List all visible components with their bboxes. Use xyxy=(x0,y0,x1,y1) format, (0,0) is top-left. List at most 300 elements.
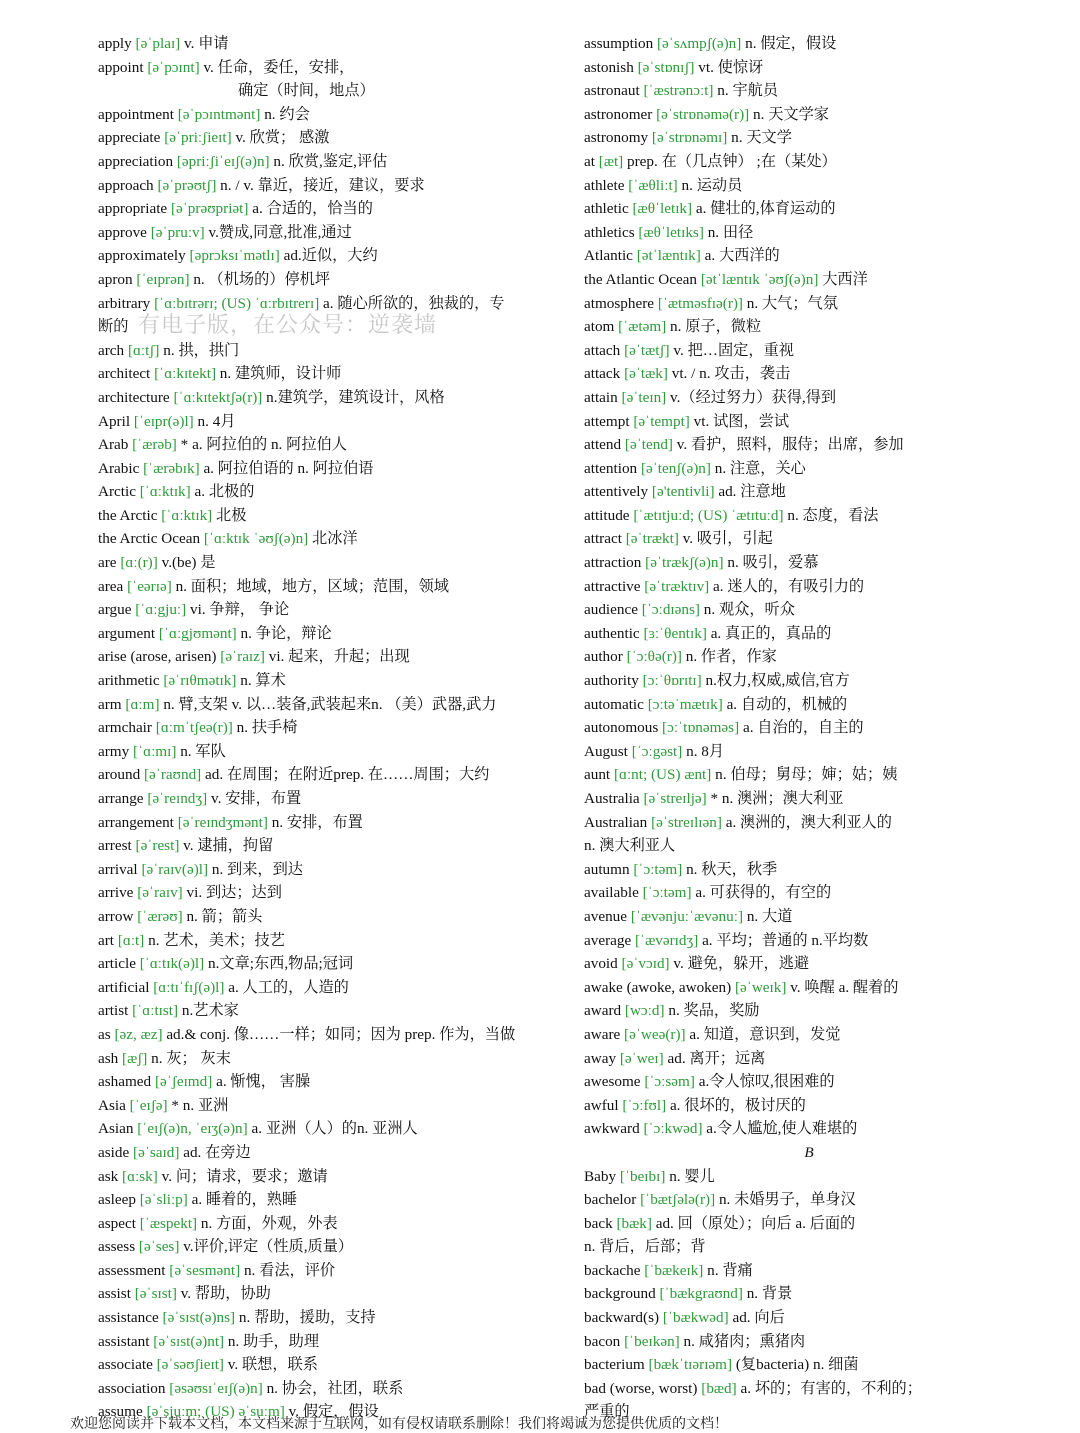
definition: v. 安排，布置 xyxy=(211,790,302,807)
definition: n. 4月 xyxy=(197,412,236,430)
definition: a. 阿拉伯语的 n. 阿拉伯语 xyxy=(203,459,374,477)
headword: assumption xyxy=(584,35,654,52)
definition: n. 大气；气氛 xyxy=(746,294,838,312)
headword: army xyxy=(98,742,130,760)
phonetic: [ˈɑːbɪtrərɪ; (US) ˈɑːrbɪtrerɪ] xyxy=(154,294,320,312)
definition: v. 欣赏； 感激 xyxy=(235,129,330,147)
word-entry xyxy=(98,268,568,292)
headword: appointment xyxy=(98,105,174,123)
phonetic: [əˈses] xyxy=(138,1238,180,1256)
phonetic: [əˈraɪv(ə)l] xyxy=(141,860,209,878)
word-entry xyxy=(584,905,1064,929)
word-entry xyxy=(98,1259,568,1283)
phonetic: [æθˈletɪk] xyxy=(632,200,693,218)
phonetic: [ˈbeɪkən] xyxy=(624,1332,680,1350)
headword: ash xyxy=(98,1049,119,1067)
definition: a. 人工的，人造的 xyxy=(228,978,349,996)
headword: avenue xyxy=(584,907,628,925)
headword: apron xyxy=(98,270,133,288)
word-entry xyxy=(584,457,1064,481)
headword: Arabic xyxy=(98,459,140,477)
word-entry xyxy=(584,763,1064,787)
headword: assume xyxy=(98,1403,143,1421)
headword: attain xyxy=(584,388,618,406)
headword: author xyxy=(584,648,623,666)
phonetic: [əˈraɪz] xyxy=(220,648,265,666)
word-entry xyxy=(584,315,1064,339)
word-entry xyxy=(98,811,568,835)
watermark-text: 有电子版，在公众号：逆袭墙 xyxy=(138,313,438,338)
headword: arch xyxy=(98,341,125,359)
definition: v. 任命，委任，安排， xyxy=(203,58,355,76)
word-entry xyxy=(584,598,1064,622)
headword: argument xyxy=(98,624,156,642)
word-entry xyxy=(98,716,568,740)
word-entry xyxy=(584,1117,1064,1141)
definition: n. 灰； 灰末 xyxy=(151,1049,231,1067)
definition: n.文章;东西,物品;冠词 xyxy=(208,955,354,973)
definition: a. 知道，意识到，发觉 xyxy=(689,1025,841,1043)
word-entry xyxy=(584,1070,1064,1094)
word-entry xyxy=(98,433,568,457)
word-entry xyxy=(584,292,1064,316)
definition: n. 运动员 xyxy=(681,176,743,194)
definition: v. 联想，联系 xyxy=(227,1356,318,1374)
definition: n. 扶手椅 xyxy=(236,719,298,737)
headword: association xyxy=(98,1379,166,1397)
definition: vt. / n. 攻击，袭击 xyxy=(671,365,791,383)
headword: atmosphere xyxy=(584,294,655,312)
definition: a. 北极的 xyxy=(194,483,255,501)
phonetic: [əˈtend] xyxy=(624,436,673,454)
phonetic: [ətˈlæntɪk] xyxy=(636,247,701,265)
word-entry xyxy=(584,1212,1064,1236)
headword: article xyxy=(98,955,136,973)
phonetic: [ˈɑːtɪst] xyxy=(132,1002,179,1020)
phonetic: [ˈeɪpr(ə)l] xyxy=(133,412,194,430)
definition: n. 作者，作家 xyxy=(685,648,777,666)
phonetic: [ˈɑːktɪk] xyxy=(161,506,213,524)
headword: attention xyxy=(584,459,638,477)
phonetic: [ˈbækeɪk] xyxy=(644,1261,704,1279)
headword: bachelor xyxy=(584,1191,637,1209)
word-entry xyxy=(584,410,1064,434)
headword: average xyxy=(584,931,632,949)
headword: bad (worse, worst) xyxy=(584,1379,698,1397)
headword: assistant xyxy=(98,1332,150,1350)
definition: n. 建筑师，设计师 xyxy=(219,365,342,383)
headword: Asian xyxy=(98,1120,134,1138)
word-entry xyxy=(584,1094,1064,1118)
phonetic: [əsəʊsɪˈeɪʃ(ə)n] xyxy=(169,1379,263,1397)
headword: arrow xyxy=(98,907,134,925)
phonetic: [ˈætməsfɪə(r)] xyxy=(657,294,743,312)
word-entry xyxy=(98,952,568,976)
headword: bacterium xyxy=(584,1356,645,1374)
headword: assess xyxy=(98,1238,136,1256)
phonetic: [ˈɑːgjʊmənt] xyxy=(158,624,237,642)
headword: arrive xyxy=(98,884,134,902)
phonetic: [əˈpɔɪnt] xyxy=(147,58,200,76)
definition: v.(be) 是 xyxy=(161,554,216,572)
word-entry xyxy=(584,929,1064,953)
phonetic: [ˈeɪprən] xyxy=(136,270,190,288)
word-entry xyxy=(98,551,568,575)
headword: awesome xyxy=(584,1073,641,1091)
definition: v. 吸引，引起 xyxy=(682,530,773,548)
headword: arithmetic xyxy=(98,672,160,690)
definition: v. 避免，躲开，逃避 xyxy=(673,955,810,973)
definition: v. 申请 xyxy=(184,35,229,52)
word-entry xyxy=(98,622,568,646)
headword: arrangement xyxy=(98,813,174,831)
phonetic: [ˈætɪtjuːd; (US) ˈætɪtuːd] xyxy=(633,506,784,524)
headword: aside xyxy=(98,1143,130,1161)
phonetic: [ˈɔːkwəd] xyxy=(643,1120,703,1138)
definition: n. 8月 xyxy=(686,742,725,760)
phonetic: [əˈvɔɪd] xyxy=(621,955,670,973)
word-entry xyxy=(98,197,568,221)
headword: astonish xyxy=(584,58,634,76)
phonetic: [əˈrɪθmətɪk] xyxy=(163,672,237,690)
phonetic: [bækˈtɪərɪəm] xyxy=(648,1356,733,1374)
phonetic: [ˈɔːfʊl] xyxy=(622,1096,667,1114)
definition: ad.近似，大约 xyxy=(283,247,378,265)
word-entry xyxy=(98,763,568,787)
headword: attentively xyxy=(584,483,649,501)
definition: n. 婴儿 xyxy=(669,1167,715,1185)
headword: autumn xyxy=(584,860,630,878)
definition: n. 假定，假设 xyxy=(745,35,837,52)
definition: n. 约会 xyxy=(264,105,310,123)
word-entry xyxy=(584,79,1064,103)
headword: attract xyxy=(584,530,622,548)
headword: appoint xyxy=(98,58,144,76)
phonetic: [wɔːd] xyxy=(624,1002,665,1020)
headword: approximately xyxy=(98,247,186,265)
word-entry xyxy=(98,221,568,245)
word-entry xyxy=(584,1353,1064,1377)
definition: a. 惭愧， 害臊 xyxy=(216,1073,311,1091)
phonetic: [əˈtræktɪv] xyxy=(644,577,710,595)
left-column xyxy=(98,32,568,1424)
right-column xyxy=(584,32,1064,1424)
headword: Asia xyxy=(98,1096,126,1114)
phonetic: [bæk] xyxy=(616,1214,652,1232)
definition: n. 箭；箭头 xyxy=(186,907,263,925)
word-entry xyxy=(98,693,568,717)
headword: appreciation xyxy=(98,152,174,170)
headword: automatic xyxy=(584,695,644,713)
definition: 确定（时间，地点） xyxy=(238,82,375,100)
phonetic: [əˈprəʊpriət] xyxy=(170,200,249,218)
definition: n. 伯母；舅母；婶；姑；姨 xyxy=(715,766,898,784)
headword: 断的 xyxy=(98,318,129,336)
headword: artist xyxy=(98,1002,129,1020)
phonetic: [ɔːˈθɒrɪtɪ] xyxy=(642,672,702,690)
definition: a. 亚洲（人）的n. 亚洲人 xyxy=(251,1120,418,1138)
headword: aspect xyxy=(98,1214,136,1232)
phonetic: [ɑː(r)] xyxy=(120,554,158,572)
phonetic: [æʃ] xyxy=(122,1049,148,1067)
phonetic: [əˈplaɪ] xyxy=(135,35,181,52)
headword: ashamed xyxy=(98,1073,152,1091)
phonetic: [əˈsɪst(ə)ns] xyxy=(162,1309,236,1327)
word-entry xyxy=(98,1047,568,1071)
headword: artificial xyxy=(98,978,150,996)
word-entry xyxy=(584,1306,1064,1330)
phonetic: [ˈɑːktɪk] xyxy=(139,483,191,501)
word-entry xyxy=(98,1117,568,1141)
word-entry xyxy=(98,126,568,150)
phonetic: [ˈɑːmɪ] xyxy=(133,742,177,760)
word-entry xyxy=(98,787,568,811)
headword: arrival xyxy=(98,860,138,878)
word-entry xyxy=(98,457,568,481)
headword: arrange xyxy=(98,790,144,807)
phonetic: [əˈweɪ] xyxy=(619,1049,664,1067)
definition: n. 田径 xyxy=(707,223,754,241)
word-entry xyxy=(584,811,1064,835)
definition: n. 军队 xyxy=(180,742,226,760)
word-entry xyxy=(98,527,568,551)
word-entry xyxy=(584,787,1064,811)
phonetic: [əˈsəʊʃieɪt] xyxy=(156,1356,224,1374)
word-entry xyxy=(584,999,1064,1023)
phonetic: [əˈstreɪljə] xyxy=(643,790,707,807)
definition: a. 坏的；有害的，不利的； xyxy=(740,1379,922,1397)
phonetic: [əˈsɪst] xyxy=(134,1285,177,1303)
word-entry xyxy=(584,56,1064,80)
phonetic: [əˈpɔɪntmənt] xyxy=(177,105,261,123)
phonetic: [əˈsjuːm; (US) əˈsuːm] xyxy=(146,1403,285,1421)
word-entry xyxy=(584,126,1064,150)
word-entry xyxy=(584,693,1064,717)
phonetic: [ˈɑːtɪk(ə)l] xyxy=(139,955,205,973)
definition: n. 拱，拱门 xyxy=(163,341,240,359)
headword: bacon xyxy=(584,1332,621,1350)
word-entry xyxy=(584,386,1064,410)
definition: v. 把…固定，重视 xyxy=(673,341,794,359)
word-entry xyxy=(584,740,1064,764)
word-entry xyxy=(98,1094,568,1118)
headword: Atlantic xyxy=(584,247,633,265)
definition: a. 自治的，自主的 xyxy=(742,719,864,737)
phonetic: [əˈreɪndʒmənt] xyxy=(177,813,268,831)
definition: n. 天文学 xyxy=(731,129,792,147)
definition: n.艺术家 xyxy=(181,1002,239,1020)
word-entry xyxy=(584,1165,1064,1189)
word-entry xyxy=(98,1141,568,1165)
phonetic: [ˈɔːtəm] xyxy=(633,860,683,878)
headword: autonomous xyxy=(584,719,659,737)
headword: aware xyxy=(584,1025,621,1043)
phonetic: [əˈsliːp] xyxy=(139,1191,188,1209)
phonetic: [əˈraʊnd] xyxy=(143,766,202,784)
phonetic: [əˈtrækʃ(ə)n] xyxy=(645,554,724,572)
word-entry xyxy=(98,103,568,127)
word-entry xyxy=(584,1282,1064,1306)
word-entry xyxy=(98,905,568,929)
phonetic: [əˈsaɪd] xyxy=(133,1143,180,1161)
definition: n. 注意，关心 xyxy=(714,459,806,477)
phonetic: [ˈærəʊ] xyxy=(137,907,183,925)
word-entry xyxy=(584,1047,1064,1071)
headword: audience xyxy=(584,601,638,619)
word-entry xyxy=(584,976,1064,1000)
word-entry xyxy=(98,1023,568,1047)
word-entry xyxy=(98,244,568,268)
phonetic: [ˈævərɪdʒ] xyxy=(635,931,699,949)
phonetic: [ˈæθliːt] xyxy=(628,176,678,194)
word-entry xyxy=(584,1188,1064,1212)
headword: background xyxy=(584,1285,656,1303)
headword: assessment xyxy=(98,1261,166,1279)
phonetic: [ˈbækgraʊnd] xyxy=(659,1285,743,1303)
phonetic: [ˈbækwəd] xyxy=(662,1309,729,1327)
word-entry xyxy=(98,56,568,80)
phonetic: [ə'tentivli] xyxy=(651,483,715,501)
phonetic: [əˈstɒnɪʃ] xyxy=(637,58,695,76)
definition: n. / v. 靠近，接近，建议，要求 xyxy=(220,176,425,194)
word-entry xyxy=(584,150,1064,174)
word-entry xyxy=(98,929,568,953)
phonetic: [ˈæstrənɔːt] xyxy=(643,82,714,100)
headword: 严重的 xyxy=(584,1403,630,1421)
word-entry xyxy=(98,79,568,103)
headword: at xyxy=(584,152,595,170)
phonetic: [ˈɔːθə(r)] xyxy=(626,648,682,666)
phonetic: [ɑːm] xyxy=(125,695,160,713)
definition: a. 很坏的，极讨厌的 xyxy=(669,1096,806,1114)
headword: aunt xyxy=(584,766,611,784)
headword: apply xyxy=(98,35,132,52)
phonetic: [ətˈlæntɪk ˈəʊʃ(ə)n] xyxy=(700,270,819,288)
phonetic: [ˈeɪʃə] xyxy=(129,1096,168,1114)
definition: ad. 向后 xyxy=(732,1309,785,1327)
word-entry xyxy=(584,622,1064,646)
word-entry xyxy=(584,1235,1064,1259)
definition: * a. 阿拉伯的 n. 阿拉伯人 xyxy=(180,436,347,454)
word-entry xyxy=(584,504,1064,528)
phonetic: [ɑːnt; (US) ænt] xyxy=(613,766,712,784)
word-entry xyxy=(584,480,1064,504)
headword: attractive xyxy=(584,577,641,595)
definition: n. 帮助，援助，支持 xyxy=(238,1309,376,1327)
word-entry xyxy=(584,645,1064,669)
definition: a. 迷人的，有吸引力的 xyxy=(713,577,865,595)
phonetic: [əˈʃeɪmd] xyxy=(154,1073,213,1091)
word-entry xyxy=(98,504,568,528)
word-entry xyxy=(98,339,568,363)
headword: Arctic xyxy=(98,483,136,501)
phonetic: [ˈɑːkɪtekt] xyxy=(154,365,216,383)
headword: assistance xyxy=(98,1309,159,1327)
word-entry xyxy=(98,740,568,764)
headword: athlete xyxy=(584,176,625,194)
headword: Arab xyxy=(98,436,129,454)
phonetic: [əˈweə(r)] xyxy=(624,1025,686,1043)
definition: a. 合适的，恰当的 xyxy=(252,200,373,218)
phonetic: [əˈpriːʃieɪt] xyxy=(164,129,232,147)
headword: awkward xyxy=(584,1120,640,1138)
word-entry xyxy=(98,999,568,1023)
headword: argue xyxy=(98,601,132,619)
word-entry xyxy=(584,1330,1064,1354)
definition: a.令人尴尬,使人难堪的 xyxy=(706,1120,858,1138)
word-entry xyxy=(98,1330,568,1354)
definition: n. 方面，外观，外表 xyxy=(200,1214,338,1232)
definition: ad. 在旁边 xyxy=(183,1143,251,1161)
headword: authentic xyxy=(584,624,640,642)
phonetic: [əˈtenʃ(ə)n] xyxy=(640,459,711,477)
definition: a. 平均；普通的 n.平均数 xyxy=(702,931,869,949)
headword: appropriate xyxy=(98,200,168,218)
headword: astronomy xyxy=(584,129,649,147)
phonetic: [ɑːmˈtʃeə(r)] xyxy=(155,719,233,737)
definition: n. 算术 xyxy=(240,672,286,690)
definition: * n. 亚洲 xyxy=(171,1096,229,1114)
definition: 北冰洋 xyxy=(312,530,358,548)
definition: v. 问；请求，要求；邀请 xyxy=(161,1167,328,1185)
phonetic: [əˈsʌmpʃ(ə)n] xyxy=(657,35,742,52)
word-entry xyxy=(584,716,1064,740)
word-entry xyxy=(584,244,1064,268)
word-entry xyxy=(98,1165,568,1189)
definition: ad. 注意地 xyxy=(718,483,786,501)
phonetic: [ˈbeɪbɪ] xyxy=(619,1167,666,1185)
headword: atom xyxy=(584,318,615,336)
phonetic: [əˈrest] xyxy=(135,837,180,855)
definition: v. 唤醒 a. 醒着的 xyxy=(790,978,899,996)
word-entry xyxy=(98,834,568,858)
word-entry xyxy=(98,598,568,622)
definition: n. 宇航员 xyxy=(717,82,779,100)
word-entry xyxy=(98,669,568,693)
headword: appreciate xyxy=(98,129,161,147)
headword: Baby xyxy=(584,1167,617,1185)
headword: as xyxy=(98,1025,111,1043)
headword: the Atlantic Ocean xyxy=(584,270,698,288)
word-entry xyxy=(98,575,568,599)
definition: a. 大西洋的 xyxy=(704,247,780,265)
phonetic: [ˈbætʃələ(r)] xyxy=(640,1191,716,1209)
definition: a. 真正的，真品的 xyxy=(710,624,832,642)
headword: attend xyxy=(584,436,622,454)
definition: v.赞成,同意,批准,通过 xyxy=(208,223,352,241)
definition: n. 臂,支架 v. 以…装备,武装起来n. （美）武器,武力 xyxy=(163,695,497,713)
headword: attitude xyxy=(584,506,630,524)
phonetic: [əˈsesmənt] xyxy=(169,1261,241,1279)
word-entry xyxy=(98,386,568,410)
definition: v. 假定，假设 xyxy=(288,1403,379,1421)
phonetic: [ˈærəb] xyxy=(132,436,177,454)
headword: the Arctic Ocean xyxy=(98,530,201,548)
phonetic: [əˈweɪk] xyxy=(734,978,787,996)
headword: area xyxy=(98,577,124,595)
phonetic: [ˈɑːkɪtektʃə(r)] xyxy=(173,388,263,406)
headword: art xyxy=(98,931,115,949)
phonetic: [ˈɑːgjuː] xyxy=(135,601,187,619)
phonetic: [ɑːtʃ] xyxy=(127,341,160,359)
word-entry xyxy=(98,410,568,434)
headword: attempt xyxy=(584,412,630,430)
definition: * n. 澳洲；澳大利亚 xyxy=(710,790,844,807)
phonetic: [ɔːtəˈmætɪk] xyxy=(647,695,723,713)
definition: vt. 使惊讶 xyxy=(698,58,764,76)
phonetic: [əˈtætʃ] xyxy=(624,341,670,359)
definition: n.建筑学，建筑设计，风格 xyxy=(266,388,445,406)
